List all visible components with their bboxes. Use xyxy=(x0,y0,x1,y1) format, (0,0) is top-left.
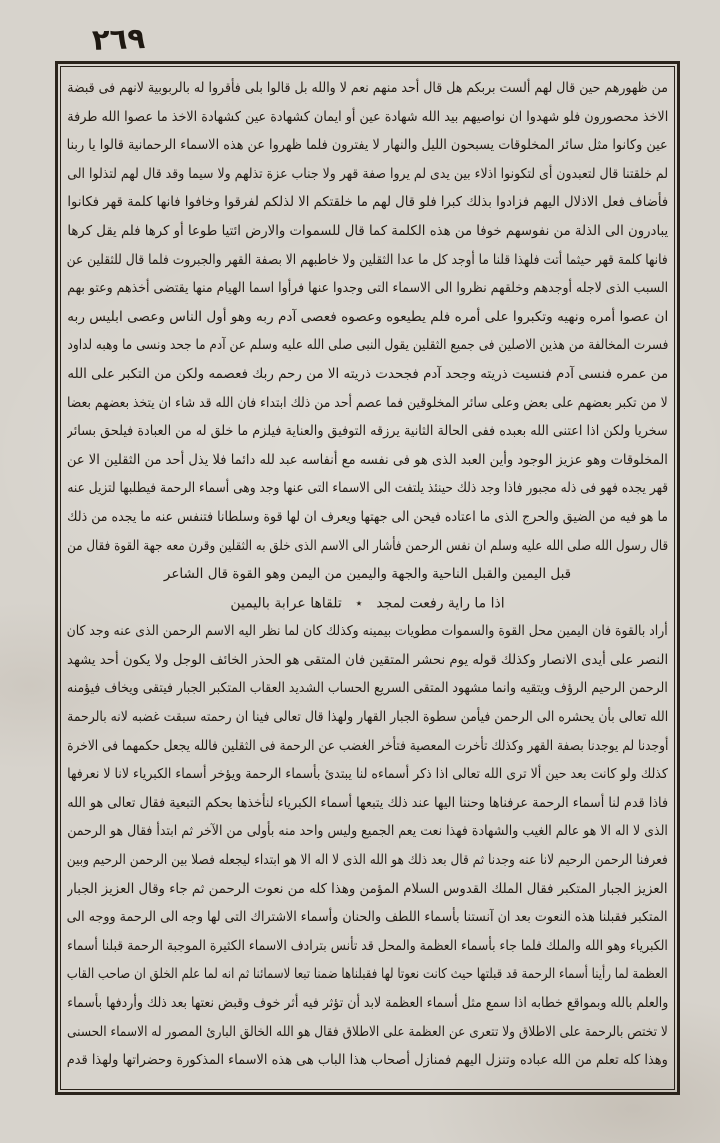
text-line-content: لم خلقتنا قال لتعبدون أى لتكونوا اذلاء بين يدى لم يروا صفة قهر ولا جناب عزة تذلهم ولا سيما وقد قال لهم لتذلوا الى xyxy=(67,165,668,182)
text-line-content: أوجدنا لم يوجدنا بصفة القهر وكذلك تأخرت المعصية فتأخر الغضب عن الرحمة فى الثقلين فالله يجعل حكمهما فى الاخرة xyxy=(67,737,668,754)
page-border-inner-rule xyxy=(60,66,675,1090)
text-line-content: الرحمن الرحيم الرؤف ويتقيه وانما مشهود المتقى السريع الحساب الشديد العقاب المتكبر الجبار فيتقى ويخاف فيؤمنه xyxy=(67,680,668,697)
text-line xyxy=(67,1018,668,1047)
text-line xyxy=(67,103,668,132)
text-line-content: فاذا قدم لنا أسماء الرحمة عرفناها وحننا اليها عند ذلك يتبعها أسماء الكبرياء لنأخذها بحكم التبعية فقال تعالى هو الله xyxy=(67,794,668,811)
text-line-content: سخريا ولكن اذا اعتنى الله بعبده ففى الحالة الثانية يرزقه التوفيق والعناية فيلزم ما خلق له من العبادة فيلحق بسائر xyxy=(67,423,668,440)
text-line xyxy=(67,217,668,246)
text-line xyxy=(67,474,668,503)
text-line xyxy=(67,331,668,360)
text-line xyxy=(67,674,668,703)
text-line xyxy=(67,703,668,732)
page-border-frame xyxy=(55,61,680,1095)
text-line xyxy=(67,932,668,961)
text-line-content: العزيز الجبار المتكبر فقال الملك القدوس السلام المؤمن وهذا كله من نعوت الرحمن ثم جاء وقال العزيز الجبار xyxy=(67,880,668,897)
text-line-content: لا تختص بالرحمة على الاطلاق ولا تتعرى عن العظمة على الاطلاق فقال هو الله الخالق البارئ المصور له الاسماء الحسنى xyxy=(67,1023,668,1040)
text-line-content: الذى لا اله الا هو عالم الغيب والشهادة فهذا نعت يعم الجميع وليس واحد منه بأولى من الآخر ثم ابتدأ فقال هو الرحمن xyxy=(67,823,668,840)
text-line-content: فأضاف فعل الاذلال اليهم فزادوا بذلك كبرا فلو قال لهم ما خلقتكم الا لذلكم لفرقوا وخافوا فانها كلمة قهر فكانوا xyxy=(67,194,668,211)
text-line xyxy=(67,617,668,646)
text-line-content: والعلم بالله وبمواقع خطابه اذا سمع مثل أسماء العظمة لابد أن تؤثر فيه أثر خوف وقبض نعتها بعد ذلك وأردفها بأسماء xyxy=(67,995,668,1011)
text-line xyxy=(67,417,668,446)
text-line xyxy=(67,246,668,275)
text-line xyxy=(67,131,668,160)
text-line xyxy=(67,732,668,761)
text-line-content: الاخذ محصورون فلو شهدوا ان نواصيهم بيد الله شهادة عين أو ايمان كشهادة عين كشهادة الاخذ ما عصوا الله طرفة xyxy=(67,108,668,125)
text-line xyxy=(67,446,668,475)
text-line-content: قال رسول الله صلى الله عليه وسلم ان نفس الرحمن فأشار الى الاسم الذى خلق به الثقلين وقرن معه جهة القوة فقال من xyxy=(67,537,668,554)
text-line xyxy=(67,875,668,904)
text-line-content: لا من تكبر بعضهم على بعض وعلى سائر المخلوقين فما عصم أحد من ذلك ابتداء فان الله قد شاء ان يتخذ بعضهم بعضا xyxy=(67,394,668,411)
text-line xyxy=(67,760,668,789)
text-line xyxy=(67,360,668,389)
text-line xyxy=(67,74,668,103)
text-line-content: اذا ما راية رفعت لمجد٭تلقاها عرابة باليمين xyxy=(230,589,504,618)
text-line xyxy=(67,646,668,675)
text-line xyxy=(67,389,668,418)
text-line xyxy=(67,303,668,332)
text-line-content: وهذا كله تعلم من الله عباده وتنزل اليهم فمنازل أصحاب هذا الباب هى هذه الاسماء المذكورة وحضراتها ولهذا قدم xyxy=(67,1052,668,1069)
text-line-content: النصر على أيدى الانصار وكذلك قوله يوم نحشر المتقين فان المتقى هو الحذر الخائف الوجل ولا يكون أحد يشهد xyxy=(67,651,668,668)
text-line xyxy=(67,274,668,303)
text-line-content: من عمره فنسى آدم فنسيت ذريته وجحد آدم فجحدت ذريته الا من رحم ربك فعصمه ولكن من التكبر على الله xyxy=(67,365,668,382)
text-line-content: من ظهورهم حين قال لهم ألست بربكم هل قال أحد منهم نعم لا والله بل قالوا بلى فأقروا له بالربوبية لانهم فى قبضة xyxy=(67,80,668,96)
text-line-content: السبب الذى لاجله أوجدهم وخلقهم نظروا الى الاسماء التى وجدوا عنها فرأوا اسما الهيام منها يقتضى أخذهم وعتو بهم xyxy=(67,280,668,297)
text-line-content: يبادرون الى الذلة من نفوسهم خوفا من هذه الكلمة كما قال للسموات والارض ائتيا طوعا أو كرها فلم يقل كرها xyxy=(67,222,668,239)
verse-separator-icon: ٭ xyxy=(355,595,363,610)
text-line xyxy=(67,989,668,1018)
text-line xyxy=(67,1046,668,1075)
text-line xyxy=(67,817,668,846)
text-line-content: الله تعالى بأن يحشره الى الرحمن فيأمن سطوة الجبار القهار ولهذا قال تعالى فينا ان رحمته سبقت غضبه لانه بالرحمة xyxy=(67,709,668,726)
text-line-content: فسرت المخالفة من هذين الاصلين فى جميع الثقلين يقول النبى صلى الله عليه وسلم عن آدم ما جحد ونسى ما وهبه لداود xyxy=(67,337,668,354)
text-line-content: كذلك ولو كانت بعد حين ألا ترى الله تعالى اذا ذكر أسماءه لنا يبتدئ بأسماء الرحمة ويؤخر أسماء الكبرياء لانا لا نعرفها xyxy=(67,766,668,783)
text-line-content: العظمة لما رأينا أسماء الرحمة قد قبلتها حيث كانت نعوتا لها فقبلناها ضمنا تبعا لاسمائنا ثم انه لما علم الخلق ان صاحب القاب xyxy=(67,966,668,983)
text-line xyxy=(67,160,668,189)
text-line-content: المتكبر فقبلنا هذه النعوت بعد ان آنستنا بأسماء اللطف والحنان وأسماء الاشتراك التى لها وجه الى الرحمة ووجه الى xyxy=(67,909,668,926)
text-line-content: الكبرياء وهو الله والملك فلما جاء بأسماء العظمة والمحل قد تأنس بترادف الاسماء الكثيرة الموجبة الرحمة قبلنا أسماء xyxy=(67,937,668,954)
text-line-content: فعرفنا الرحمن الرحيم لانا عنه وجدنا ثم قال بعد ذلك هو الله الذى لا اله الا هو ابتداء ليجعله فصلا بين الرحمن الرحيم وبين xyxy=(67,852,668,869)
text-line xyxy=(67,532,668,561)
text-line xyxy=(67,789,668,818)
text-block xyxy=(67,74,668,1083)
text-line-content: قهر يجده فهو فى ذله مجبور فاذا وجد ذلك حينئذ يلتفت الى الاسماء التى عنها وجد وهى أسماء الرحمة فيطلبها لتزيل عنه xyxy=(67,480,668,497)
text-line-content: أراد بالقوة فان اليمين محل القوة والسموات مطويات بيمينه وكذلك كان لما نظر اليه الاسم الرحمن الذى عنه وجد كان xyxy=(67,623,668,640)
poetry-line xyxy=(67,589,668,618)
text-line xyxy=(67,188,668,217)
text-line-content: قبل اليمين والقبل الناحية والجهة واليمين من اليمن وهو القوة قال الشاعر xyxy=(163,566,572,583)
text-line xyxy=(67,846,668,875)
text-line-content: ان عصوا أمره ونهيه وتكبروا على أمره فلم يطيعوه وعصوه فعصى آدم ربه وهو أول الناس وعصى ابليس ربه xyxy=(67,308,668,325)
text-line-content: عين وكانوا مثل سائر المخلوقات يسبحون الليل والنهار لا يفترون فلما ظهروا عن هذه الاسماء الرحمانية قالوا يا ربنا xyxy=(67,137,668,154)
text-line xyxy=(67,903,668,932)
text-line xyxy=(67,503,668,532)
text-line-content: فانها كلمة قهر حيثما أتت فلهذا قلنا ما أوجد كل ما عدا الثقلين ولا خاطبهم الا بصفة القهر والجبروت فلما قال للثقلين عن xyxy=(67,251,668,268)
page-number: ٢٦٩ xyxy=(91,21,146,57)
text-line xyxy=(67,560,668,589)
text-line-content: المخلوقات وهو عزيز الوجود وأين العبد الذى هو فى نفسه مع أنفاسه عبد لله دائما فلا يذل أحد من الثقلين الا عن xyxy=(67,451,668,468)
text-line xyxy=(67,960,668,989)
text-line-content: ما هو فيه من الضيق والحرج الذى ما اعتاده فيحن الى جهتها ويعرف ان لها قوة وسلطانا فتنفس عنه ما يجده من ذلك xyxy=(67,508,668,525)
